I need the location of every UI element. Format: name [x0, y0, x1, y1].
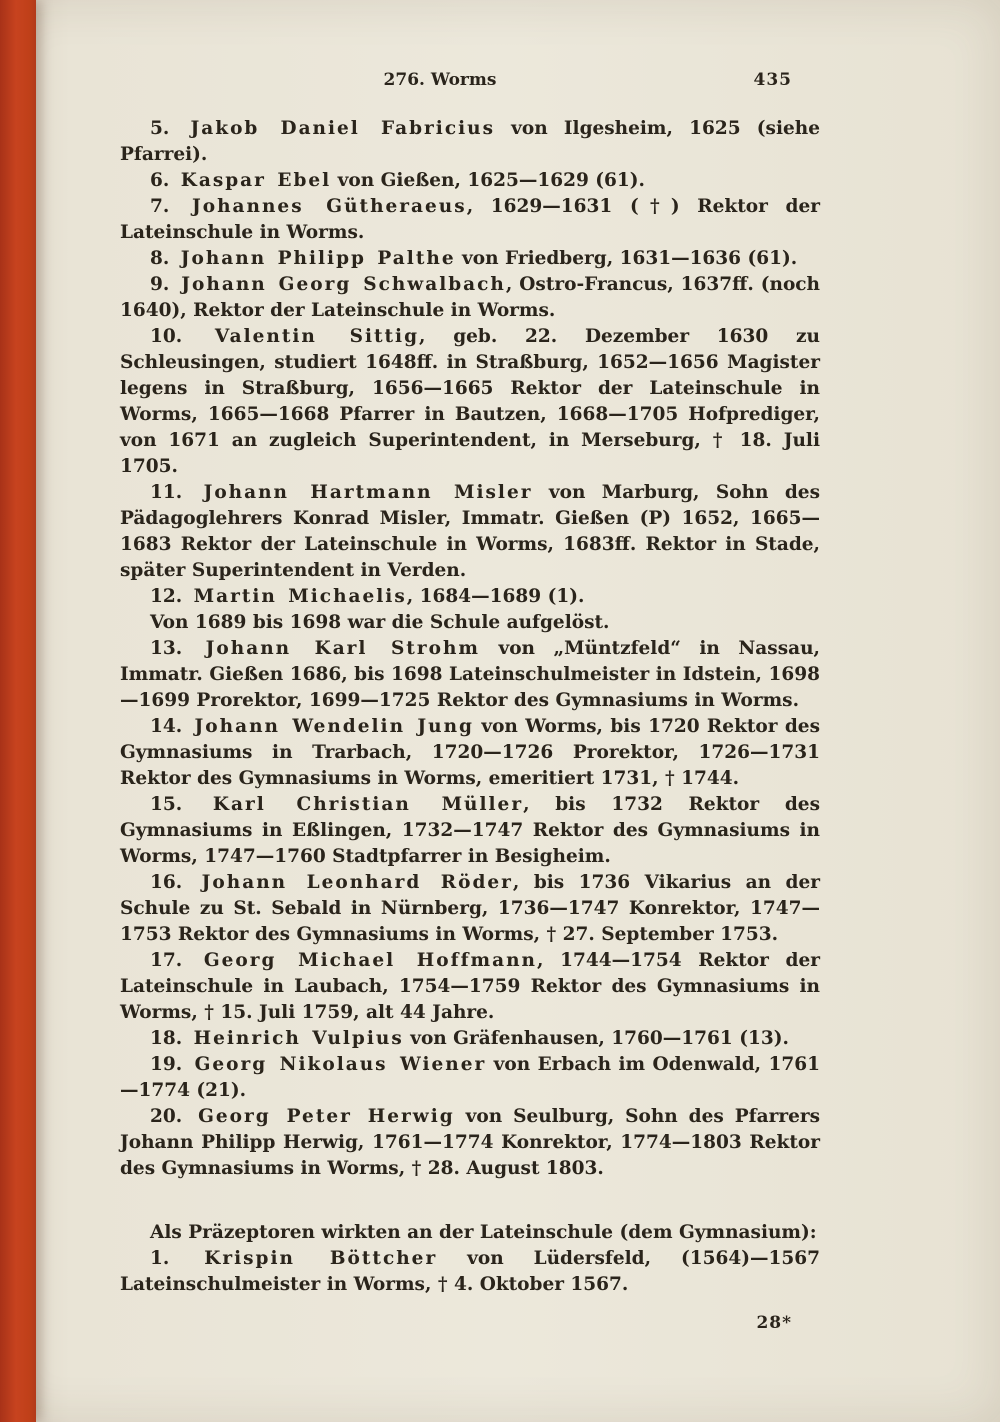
praezeptor-paragraph: [120, 1246, 820, 1298]
entry-paragraph: [120, 272, 820, 324]
entry-paragraph: [120, 714, 820, 792]
running-title: 276. Worms: [383, 70, 497, 90]
entry-number: 16.: [150, 872, 183, 893]
page: [120, 0, 820, 1336]
entry-name: Georg Michael Hoffmann: [182, 950, 537, 971]
entry-name: Johann Hartmann Misler: [182, 482, 533, 503]
entry-rest: , Ostro-Francus, 1637ff. (noch 1640), Rektor der Lateinschule in Worms.: [120, 274, 820, 321]
entry-number: 8.: [150, 248, 170, 269]
entry-rest: , geb. 22. Dezember 1630 zu Schleusingen, studiert 1648ff. in Straßburg, 1652—1656 Magister legens in Straßburg, 1656—1665 Rektor der Lateinschule in Worms, 1665—1668 Pfarrer in Bautzen, 1668—1705 Hofprediger, von 1671 an zugleich Superintendent, in Merseburg, † 18. Juli 1705.: [120, 326, 820, 477]
entry-number: 17.: [150, 950, 183, 971]
entry-number: 19.: [150, 1054, 183, 1075]
entry-number: 1.: [150, 1248, 170, 1269]
entry-rest: von „Müntzfeld“ in Nassau, Immatr. Gießen 1686, bis 1698 Lateinschulmeister in Idstein, 1698—1699 Prorektor, 1699—1725 Rektor des Gymnasiums in Worms.: [120, 638, 820, 711]
entry-number: 14.: [150, 716, 183, 737]
page-number: 435: [753, 70, 792, 90]
entry-name: Johann Karl Strohm: [182, 638, 480, 659]
running-header: [120, 70, 820, 94]
entry-name: Martin Michaelis: [182, 586, 407, 607]
entry-name: Kaspar Ebel: [169, 170, 332, 191]
section-heading: Als Präzeptoren wirkten an der Lateinschule (dem Gymnasium):: [150, 1222, 817, 1243]
entry-rest: , 1629—1631 (†) Rektor der Lateinschule in Worms.: [120, 196, 820, 243]
entry-number: 12.: [150, 586, 183, 607]
entry-rest: von Gießen, 1625—1629 (61).: [331, 170, 645, 191]
entry-name: Johann Georg Schwalbach: [169, 274, 506, 295]
entry-name: Johann Philipp Palthe: [169, 248, 456, 269]
entry-name: Krispin Böttcher: [169, 1248, 438, 1269]
entry-name: Johann Leonhard Röder: [182, 872, 513, 893]
entry-name: Karl Christian Müller: [182, 794, 524, 815]
entry-paragraph: [120, 480, 820, 584]
entry-number: 10.: [150, 326, 183, 347]
entry-number: 15.: [150, 794, 183, 815]
note-text: Von 1689 bis 1698 war die Schule aufgelöst.: [150, 612, 610, 633]
entry-rest: von Erbach im Odenwald, 1761—1774 (21).: [120, 1054, 820, 1101]
entry-paragraph: [120, 792, 820, 870]
entry-paragraph: [120, 1026, 820, 1052]
entry-number: 13.: [150, 638, 183, 659]
entry-rest: von Worms, bis 1720 Rektor des Gymnasiums in Trarbach, 1720—1726 Prorektor, 1726—1731 Rektor des Gymnasiums in Worms, emeritiert 1731, † 1744.: [120, 716, 820, 789]
entry-paragraph: [120, 1104, 820, 1182]
entry-name: Johann Wendelin Jung: [182, 716, 474, 737]
entry-number: 18.: [150, 1028, 183, 1049]
binding-edge: [0, 0, 36, 1422]
entry-number: 7.: [150, 196, 170, 217]
entry-name: Jakob Daniel Fabricius: [169, 118, 495, 139]
entry-rest: , bis 1732 Rektor des Gymnasiums in Eßlingen, 1732—1747 Rektor des Gymnasiums in Worms, 1747—1760 Stadtpfarrer in Besigheim.: [120, 794, 820, 867]
entry-paragraph: [120, 246, 820, 272]
entry-paragraph: [120, 948, 820, 1026]
entry-rest: , 1744—1754 Rektor der Lateinschule in Laubach, 1754—1759 Rektor des Gymnasiums in Worms, † 15. Juli 1759, alt 44 Jahre.: [120, 950, 820, 1023]
entry-paragraph: [120, 1052, 820, 1104]
entry-paragraph: [120, 870, 820, 948]
entry-paragraph: [120, 168, 820, 194]
entry-name: Johannes Gütheraeus: [169, 196, 467, 217]
entry-paragraph: [120, 636, 820, 714]
entry-number: 6.: [150, 170, 170, 191]
entry-paragraph: [120, 324, 820, 480]
text-block: [120, 116, 820, 1336]
entry-name: Heinrich Vulpius: [182, 1028, 404, 1049]
entry-rest: von Friedberg, 1631—1636 (61).: [455, 248, 798, 269]
entry-number: 9.: [150, 274, 170, 295]
entry-rest: , 1684—1689 (1).: [406, 586, 585, 607]
entry-name: Georg Nikolaus Wiener: [182, 1054, 487, 1075]
entry-number: 20.: [150, 1106, 183, 1127]
entry-paragraph: [120, 116, 820, 168]
entry-rest: von Gräfenhausen, 1760—1761 (13).: [403, 1028, 789, 1049]
entry-rest: von Ilgesheim, 1625 (siehe Pfarrei).: [120, 118, 820, 165]
entry-rest: von Marburg, Sohn des Pädagoglehrers Konrad Misler, Immatr. Gießen (P) 1652, 1665—1683 Rektor der Lateinschule in Worms, 1683ff. Rektor in Stade, später Superintendent in Verden.: [120, 482, 820, 581]
entry-rest: von Lüdersfeld, (1564)—1567 Lateinschulmeister in Worms, † 4. Oktober 1567.: [120, 1248, 820, 1295]
entry-name: Valentin Sittig: [182, 326, 420, 347]
entry-paragraph: [120, 584, 820, 610]
entry-name: Georg Peter Herwig: [182, 1106, 455, 1127]
entry-number: 11.: [150, 482, 183, 503]
entry-paragraph: [120, 194, 820, 246]
entry-rest: von Seulburg, Sohn des Pfarrers Johann Philipp Herwig, 1761—1774 Konrektor, 1774—1803 Rektor des Gymnasiums in Worms, † 28. August 1803.: [120, 1106, 820, 1179]
note-paragraph: [120, 610, 820, 636]
entry-number: 5.: [150, 118, 170, 139]
entry-rest: , bis 1736 Vikarius an der Schule zu St. Sebald in Nürnberg, 1736—1747 Konrektor, 1747—1753 Rektor des Gymnasiums in Worms, † 27. September 1753.: [120, 872, 820, 945]
signature-mark: 28*: [756, 1313, 792, 1333]
